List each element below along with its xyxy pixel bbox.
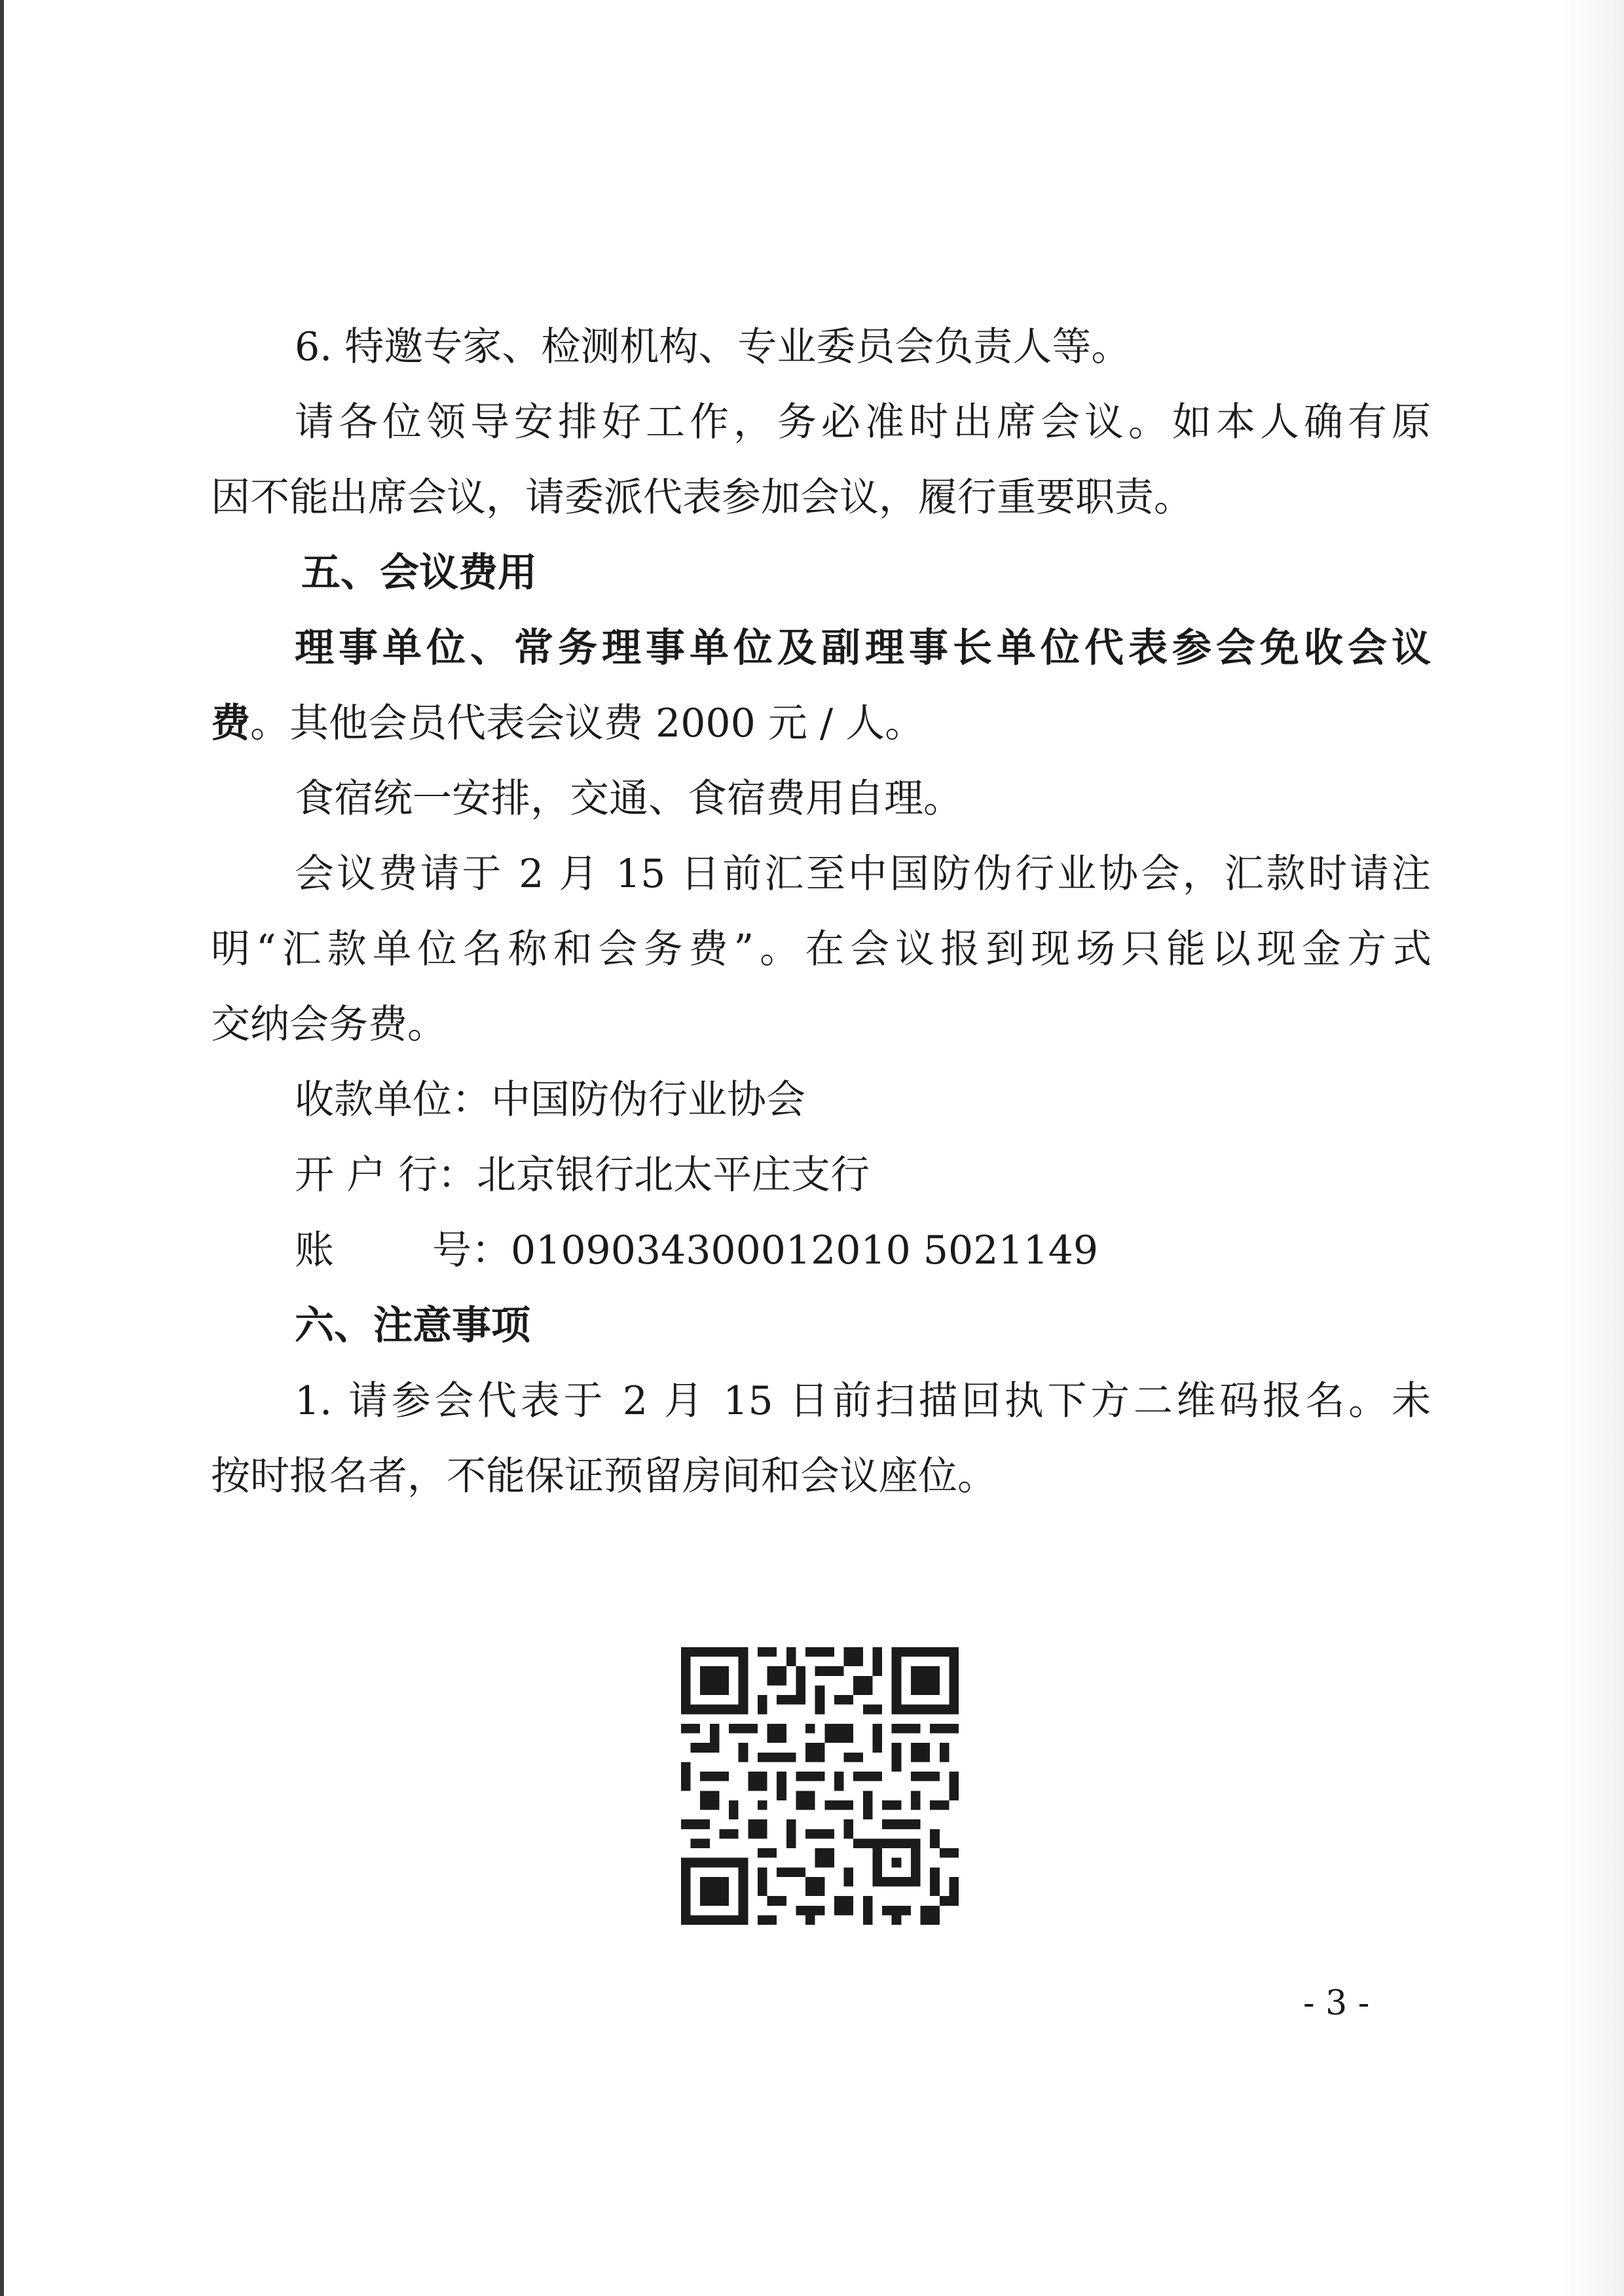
paragraph-fees-rest: 。其他会员代表会议费 2000 元 / 人。	[250, 701, 925, 746]
paragraph-lodging: 食宿统一安排，交通、食宿费用自理。	[295, 776, 963, 822]
paragraph-payment-line2: 明“汇款单位名称和会务费”。在会议报到现场只能以现金方式	[211, 926, 1431, 972]
paragraph-registration-line2: 按时报名者，不能保证预留房间和会议座位。	[211, 1453, 997, 1499]
paragraph-fees-line2	[211, 701, 925, 746]
registration-qr-code[interactable]	[681, 1647, 959, 1925]
paragraph-attendance-line1: 请各位领导安排好工作，务必准时出席会议。如本人确有原	[295, 399, 1431, 445]
payee-line: 收款单位：中国防伪行业协会	[295, 1077, 805, 1123]
page-number: - 3 -	[1303, 1984, 1370, 2023]
scan-edge	[0, 0, 4, 2296]
section-heading-notes: 六、注意事项	[295, 1303, 530, 1349]
paragraph-fees-line1: 理事单位、常务理事单位及副理事长单位代表参会免收会议	[295, 625, 1431, 671]
paragraph-attendance-line2: 因不能出席会议，请委派代表参加会议，履行重要职责。	[211, 475, 1193, 520]
account-line	[295, 1228, 1099, 1273]
account-number: 号：0109034300012010 5021149	[432, 1228, 1099, 1273]
paragraph-payment-line1: 会议费请于 2 月 15 日前汇至中国防伪行业协会，汇款时请注	[295, 851, 1431, 897]
section-heading-fees: 五、会议费用	[301, 550, 537, 596]
account-label: 账	[295, 1228, 334, 1273]
paragraph-payment-line3: 交纳会务费。	[211, 1002, 447, 1048]
paragraph-item-6: 6. 特邀专家、检测机构、专业委员会负责人等。	[295, 324, 1131, 370]
paragraph-fees-bold-fragment: 费	[211, 701, 250, 746]
paragraph-registration-line1: 1. 请参会代表于 2 月 15 日前扫描回执下方二维码报名。未	[295, 1378, 1431, 1424]
bank-line: 开 户 行：北京银行北太平庄支行	[295, 1152, 870, 1198]
